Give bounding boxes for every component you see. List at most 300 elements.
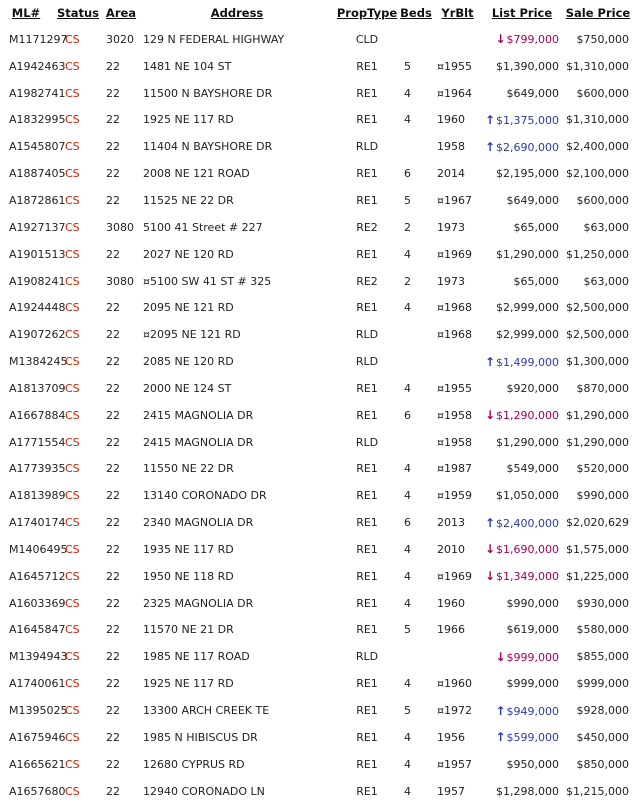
status-cell: CS (65, 435, 80, 449)
status-cell: CS (65, 596, 80, 610)
list-price-cell (481, 536, 563, 563)
list-price-cell (481, 697, 563, 724)
yrblt-cell: ¤1957 (437, 757, 472, 771)
area-cell: 22 (106, 86, 120, 100)
list-price-value: $2,999,000 (496, 301, 559, 315)
table-row[interactable] (0, 107, 633, 134)
sale-price-cell: $2,020,629 (566, 516, 629, 530)
beds-cell: 4 (404, 677, 411, 691)
ml-cell[interactable]: A1832995 (9, 113, 66, 127)
area-cell: 22 (106, 301, 120, 315)
status-cell: CS (65, 140, 80, 154)
proptype-cell: RE1 (356, 542, 378, 556)
sale-price-cell: $63,000 (583, 220, 629, 234)
list-price-value: $1,298,000 (496, 784, 559, 798)
ml-cell[interactable]: A1982741 (9, 86, 66, 100)
table-row[interactable] (0, 348, 633, 375)
table-row[interactable] (0, 429, 633, 456)
list-price-cell (481, 429, 563, 456)
list-price-cell (481, 268, 563, 295)
list-price-cell (481, 590, 563, 617)
sale-price-cell: $2,100,000 (566, 167, 629, 181)
header-sale-price[interactable]: Sale Price (565, 6, 631, 20)
sale-price-cell: $1,215,000 (566, 784, 629, 798)
ml-cell[interactable]: M1395025 (9, 704, 68, 718)
table-row[interactable] (0, 53, 633, 80)
list-price-value: $65,000 (513, 274, 559, 288)
address-cell: 11570 NE 21 DR (143, 623, 234, 637)
yrblt-cell: 1960 (437, 113, 465, 127)
yrblt-cell: ¤1955 (437, 381, 472, 395)
sale-price-cell: $850,000 (576, 757, 629, 771)
proptype-cell: RE1 (356, 489, 378, 503)
status-cell: CS (65, 328, 80, 342)
proptype-cell: RE1 (356, 193, 378, 207)
list-price-cell (481, 26, 563, 53)
beds-cell (398, 26, 434, 53)
header-area[interactable]: Area (105, 6, 137, 20)
yrblt-cell: 2014 (437, 167, 465, 181)
ml-cell[interactable]: A1675946 (9, 730, 66, 744)
list-price-value: $1,290,000 (496, 435, 559, 449)
header-proptype[interactable]: PropType (336, 6, 398, 20)
address-cell: 2325 MAGNOLIA DR (143, 596, 254, 610)
sale-price-cell: $2,400,000 (566, 140, 629, 154)
yrblt-cell: ¤1967 (437, 193, 472, 207)
table-row[interactable] (0, 402, 633, 429)
proptype-cell: RE1 (356, 569, 378, 583)
proptype-cell: RE1 (356, 408, 378, 422)
proptype-cell: RE1 (356, 381, 378, 395)
area-cell: 22 (106, 650, 120, 664)
ml-cell[interactable]: M1171297 (9, 32, 68, 46)
list-price-value: $1,690,000 (496, 543, 559, 557)
header-beds[interactable]: Beds (400, 6, 432, 20)
table-row[interactable] (0, 617, 633, 644)
status-cell: CS (65, 569, 80, 583)
beds-cell: 6 (404, 167, 411, 181)
address-cell: 2027 NE 120 RD (143, 247, 234, 261)
sale-price-cell: $930,000 (576, 596, 629, 610)
beds-cell: 4 (404, 757, 411, 771)
sale-price-cell: $1,225,000 (566, 569, 629, 583)
status-cell: CS (65, 113, 80, 127)
area-cell: 22 (106, 328, 120, 342)
list-price-value: $1,499,000 (496, 355, 559, 369)
table-row[interactable] (0, 321, 633, 348)
sale-price-cell: $1,300,000 (566, 355, 629, 369)
yrblt-cell: ¤1959 (437, 489, 472, 503)
arrow-down-icon: ↓ (495, 32, 506, 47)
address-cell: 2085 NE 120 RD (143, 355, 234, 369)
status-cell: CS (65, 381, 80, 395)
header-row (0, 0, 633, 26)
list-price-value: $999,000 (506, 677, 559, 691)
ml-cell[interactable]: A1927137 (9, 220, 66, 234)
yrblt-cell: ¤1960 (437, 677, 472, 691)
list-price-cell (481, 214, 563, 241)
list-price-cell (481, 563, 563, 590)
table-row[interactable] (0, 536, 633, 563)
status-cell: CS (65, 730, 80, 744)
list-price-value: $2,195,000 (496, 167, 559, 181)
status-cell: CS (65, 650, 80, 664)
address-cell: 1935 NE 117 RD (143, 542, 234, 556)
status-cell: CS (65, 32, 80, 46)
list-price-value: $599,000 (506, 731, 559, 745)
status-cell: CS (65, 542, 80, 556)
list-price-value: $649,000 (506, 86, 559, 100)
area-cell: 22 (106, 730, 120, 744)
list-price-value: $1,050,000 (496, 489, 559, 503)
proptype-cell: RLD (355, 435, 379, 449)
arrow-up-icon: ↑ (484, 354, 496, 369)
yrblt-cell: ¤1987 (437, 462, 472, 476)
area-cell: 22 (106, 408, 120, 422)
yrblt-cell: ¤1968 (437, 328, 472, 342)
proptype-cell: RE2 (356, 274, 378, 288)
table-row[interactable] (0, 697, 633, 724)
yrblt-cell: 1956 (437, 730, 465, 744)
beds-cell: 4 (404, 247, 411, 261)
table-row[interactable] (0, 509, 633, 536)
yrblt-cell (434, 643, 481, 670)
list-price-value: $2,999,000 (496, 328, 559, 342)
yrblt-cell: 1966 (437, 623, 465, 637)
header-yrblt[interactable]: YrBlt (441, 6, 474, 20)
area-cell: 22 (106, 489, 120, 503)
list-price-value: $999,000 (506, 650, 559, 664)
beds-cell: 4 (404, 596, 411, 610)
table-row[interactable] (0, 26, 633, 53)
beds-cell: 4 (404, 489, 411, 503)
table-row[interactable] (0, 187, 633, 214)
ml-cell[interactable]: M1384245 (9, 355, 68, 369)
yrblt-cell: 1973 (437, 220, 465, 234)
header-ml[interactable]: ML# (11, 6, 41, 20)
table-row[interactable] (0, 160, 633, 187)
sale-price-cell: $63,000 (583, 274, 629, 288)
list-price-value: $799,000 (506, 33, 559, 47)
beds-cell: 4 (404, 542, 411, 556)
beds-cell (398, 321, 434, 348)
list-price-cell (481, 617, 563, 644)
list-price-value: $950,000 (506, 757, 559, 771)
yrblt-cell (434, 348, 481, 375)
area-cell: 22 (106, 59, 120, 73)
arrow-up-icon: ↑ (484, 515, 496, 530)
yrblt-cell: ¤1955 (437, 59, 472, 73)
ml-cell[interactable]: A1907262 (9, 328, 66, 342)
proptype-cell: RE1 (356, 86, 378, 100)
sale-price-cell: $1,310,000 (566, 59, 629, 73)
list-price-value: $2,400,000 (496, 516, 559, 530)
yrblt-cell: ¤1969 (437, 569, 472, 583)
beds-cell: 4 (404, 381, 411, 395)
address-cell: 2415 MAGNOLIA DR (143, 435, 254, 449)
list-price-cell (481, 321, 563, 348)
status-cell: CS (65, 193, 80, 207)
beds-cell: 4 (404, 86, 411, 100)
sale-price-cell: $999,000 (576, 677, 629, 691)
address-cell: 5100 41 Street # 227 (143, 220, 263, 234)
list-price-value: $920,000 (506, 381, 559, 395)
area-cell: 22 (106, 596, 120, 610)
ml-cell[interactable]: A1813989 (9, 489, 66, 503)
arrow-up-icon: ↑ (495, 730, 506, 745)
ml-cell[interactable]: A1603369 (9, 596, 66, 610)
ml-cell[interactable]: A1924448 (9, 301, 66, 315)
beds-cell (398, 133, 434, 160)
yrblt-cell: 1960 (437, 596, 465, 610)
list-price-cell (481, 509, 563, 536)
proptype-cell: RE1 (356, 516, 378, 530)
table-row[interactable] (0, 133, 633, 160)
sale-price-cell: $855,000 (576, 650, 629, 664)
beds-cell: 4 (404, 569, 411, 583)
beds-cell: 5 (404, 193, 411, 207)
beds-cell: 4 (404, 730, 411, 744)
ml-cell[interactable]: A1545807 (9, 140, 66, 154)
sale-price-cell: $1,575,000 (566, 542, 629, 556)
list-price-value: $619,000 (506, 623, 559, 637)
area-cell: 22 (106, 113, 120, 127)
sale-price-cell: $2,500,000 (566, 328, 629, 342)
status-cell: CS (65, 86, 80, 100)
sale-price-cell: $580,000 (576, 623, 629, 637)
address-cell: 13140 CORONADO DR (143, 489, 267, 503)
list-price-cell (481, 456, 563, 483)
header-address[interactable]: Address (210, 6, 264, 20)
ml-cell[interactable]: A1901513 (9, 247, 66, 261)
ml-cell[interactable]: A1645712 (9, 569, 66, 583)
list-price-cell (481, 133, 563, 160)
status-cell: CS (65, 516, 80, 530)
status-cell: CS (65, 489, 80, 503)
proptype-cell: RE1 (356, 59, 378, 73)
list-price-cell (481, 402, 563, 429)
ml-cell[interactable]: A1942463 (9, 59, 66, 73)
status-cell: CS (65, 301, 80, 315)
list-price-cell (481, 107, 563, 134)
header-status[interactable]: Status (56, 6, 100, 20)
address-cell: 1950 NE 118 RD (143, 569, 234, 583)
beds-cell: 4 (404, 301, 411, 315)
status-cell: CS (65, 167, 80, 181)
ml-cell[interactable]: A1813709 (9, 381, 66, 395)
ml-cell[interactable]: A1740174 (9, 516, 66, 530)
area-cell: 22 (106, 247, 120, 261)
proptype-cell: RLD (355, 140, 379, 154)
ml-cell[interactable]: A1645847 (9, 623, 66, 637)
sale-price-cell: $600,000 (576, 86, 629, 100)
area-cell: 22 (106, 757, 120, 771)
sale-price-cell: $1,310,000 (566, 113, 629, 127)
table-row[interactable] (0, 241, 633, 268)
area-cell: 22 (106, 704, 120, 718)
list-price-cell (481, 482, 563, 509)
list-price-value: $65,000 (513, 220, 559, 234)
area-cell: 22 (106, 542, 120, 556)
address-cell: 2340 MAGNOLIA DR (143, 516, 254, 530)
arrow-up-icon: ↑ (484, 139, 496, 154)
sale-price-cell: $450,000 (576, 730, 629, 744)
address-cell: 2095 NE 121 RD (143, 301, 234, 315)
table-row[interactable] (0, 670, 633, 697)
proptype-cell: RE1 (356, 596, 378, 610)
address-cell: 11525 NE 22 DR (143, 193, 234, 207)
address-cell: 1985 N HIBISCUS DR (143, 730, 258, 744)
area-cell: 22 (106, 167, 120, 181)
proptype-cell: RE1 (356, 704, 378, 718)
address-cell: 2415 MAGNOLIA DR (143, 408, 254, 422)
proptype-cell: RE1 (356, 757, 378, 771)
beds-cell: 4 (404, 113, 411, 127)
table-row[interactable] (0, 214, 633, 241)
area-cell: 22 (106, 569, 120, 583)
address-cell: 12680 CYPRUS RD (143, 757, 245, 771)
ml-cell[interactable]: M1394943 (9, 650, 68, 664)
list-price-cell (481, 294, 563, 321)
address-cell: 13300 ARCH CREEK TE (143, 704, 270, 718)
proptype-cell: RE1 (356, 247, 378, 261)
beds-cell: 6 (404, 516, 411, 530)
address-cell: 1925 NE 117 RD (143, 113, 234, 127)
yrblt-cell: ¤1958 (437, 408, 472, 422)
ml-cell[interactable]: A1657680 (9, 784, 66, 798)
address-cell: ¤2095 NE 121 RD (143, 328, 241, 342)
address-cell: 129 N FEDERAL HIGHWAY (143, 32, 285, 46)
area-cell: 22 (106, 140, 120, 154)
yrblt-cell: ¤1968 (437, 301, 472, 315)
yrblt-cell: ¤1958 (437, 435, 472, 449)
yrblt-cell: ¤1969 (437, 247, 472, 261)
ml-cell[interactable]: A1872861 (9, 193, 66, 207)
list-price-cell (481, 187, 563, 214)
ml-cell[interactable]: A1667884 (9, 408, 66, 422)
sale-price-cell: $2,500,000 (566, 301, 629, 315)
list-price-value: $1,290,000 (496, 409, 559, 423)
table-row[interactable] (0, 456, 633, 483)
list-price-cell (481, 375, 563, 402)
proptype-cell: RE1 (356, 113, 378, 127)
yrblt-cell: ¤1964 (437, 86, 472, 100)
yrblt-cell: ¤1972 (437, 704, 472, 718)
address-cell: 12940 CORONADO LN (143, 784, 265, 798)
arrow-down-icon: ↓ (484, 408, 496, 423)
arrow-down-icon: ↓ (484, 569, 496, 584)
list-price-value: $1,290,000 (496, 247, 559, 261)
address-cell: 1481 NE 104 ST (143, 59, 232, 73)
address-cell: ¤5100 SW 41 ST # 325 (143, 274, 272, 288)
proptype-cell: RE1 (356, 623, 378, 637)
proptype-cell: RE1 (356, 784, 378, 798)
arrow-down-icon: ↓ (484, 542, 496, 557)
table-row[interactable] (0, 751, 633, 778)
table-row[interactable] (0, 724, 633, 751)
proptype-cell: CLD (355, 32, 379, 46)
table-row[interactable] (0, 268, 633, 295)
area-cell: 22 (106, 516, 120, 530)
sale-price-cell: $870,000 (576, 381, 629, 395)
table-row[interactable] (0, 80, 633, 107)
address-cell: 11500 N BAYSHORE DR (143, 86, 273, 100)
table-row[interactable] (0, 563, 633, 590)
address-cell: 1985 NE 117 ROAD (143, 650, 250, 664)
address-cell: 1925 NE 117 RD (143, 677, 234, 691)
sale-price-cell: $928,000 (576, 704, 629, 718)
status-cell: CS (65, 408, 80, 422)
status-cell: CS (65, 677, 80, 691)
table-row[interactable] (0, 294, 633, 321)
table-row[interactable] (0, 778, 633, 805)
list-price-cell (481, 643, 563, 670)
beds-cell: 4 (404, 784, 411, 798)
address-cell: 2000 NE 124 ST (143, 381, 232, 395)
status-cell: CS (65, 247, 80, 261)
sale-price-cell: $1,290,000 (566, 408, 629, 422)
beds-cell: 2 (404, 220, 411, 234)
area-cell: 22 (106, 381, 120, 395)
proptype-cell: RE1 (356, 167, 378, 181)
sale-price-cell: $990,000 (576, 489, 629, 503)
beds-cell: 5 (404, 59, 411, 73)
header-list-price[interactable]: List Price (491, 6, 553, 20)
status-cell: CS (65, 704, 80, 718)
table-row[interactable] (0, 375, 633, 402)
list-price-value: $1,390,000 (496, 59, 559, 73)
yrblt-cell: 1958 (437, 140, 465, 154)
arrow-down-icon: ↓ (495, 649, 506, 664)
list-price-cell (481, 80, 563, 107)
area-cell: 22 (106, 355, 120, 369)
beds-cell: 6 (404, 408, 411, 422)
area-cell: 22 (106, 784, 120, 798)
table-row[interactable] (0, 643, 633, 670)
beds-cell: 4 (404, 462, 411, 476)
area-cell: 3080 (106, 220, 134, 234)
list-price-cell (481, 724, 563, 751)
ml-cell[interactable]: M1406495 (9, 542, 68, 556)
ml-cell[interactable]: A1887405 (9, 167, 66, 181)
yrblt-cell: 1957 (437, 784, 465, 798)
ml-cell[interactable]: A1771554 (9, 435, 66, 449)
proptype-cell: RLD (355, 355, 379, 369)
list-price-value: $649,000 (506, 193, 559, 207)
ml-cell[interactable]: A1908241 (9, 274, 66, 288)
list-price-value: $1,375,000 (496, 113, 559, 127)
list-price-cell (481, 53, 563, 80)
area-cell: 3020 (106, 32, 134, 46)
sale-price-cell: $750,000 (576, 32, 629, 46)
arrow-up-icon: ↑ (495, 703, 506, 718)
arrow-up-icon: ↑ (484, 112, 496, 127)
proptype-cell: RE1 (356, 677, 378, 691)
list-price-cell (481, 670, 563, 697)
list-price-cell (481, 778, 563, 805)
area-cell: 3080 (106, 274, 134, 288)
list-price-value: $1,349,000 (496, 570, 559, 584)
table-row[interactable] (0, 482, 633, 509)
ml-cell[interactable]: A1665621 (9, 757, 66, 771)
ml-cell[interactable]: A1740061 (9, 677, 66, 691)
table-row[interactable] (0, 590, 633, 617)
yrblt-cell (434, 26, 481, 53)
status-cell: CS (65, 220, 80, 234)
ml-cell[interactable]: A1773935 (9, 462, 66, 476)
yrblt-cell: 2010 (437, 542, 465, 556)
status-cell: CS (65, 462, 80, 476)
